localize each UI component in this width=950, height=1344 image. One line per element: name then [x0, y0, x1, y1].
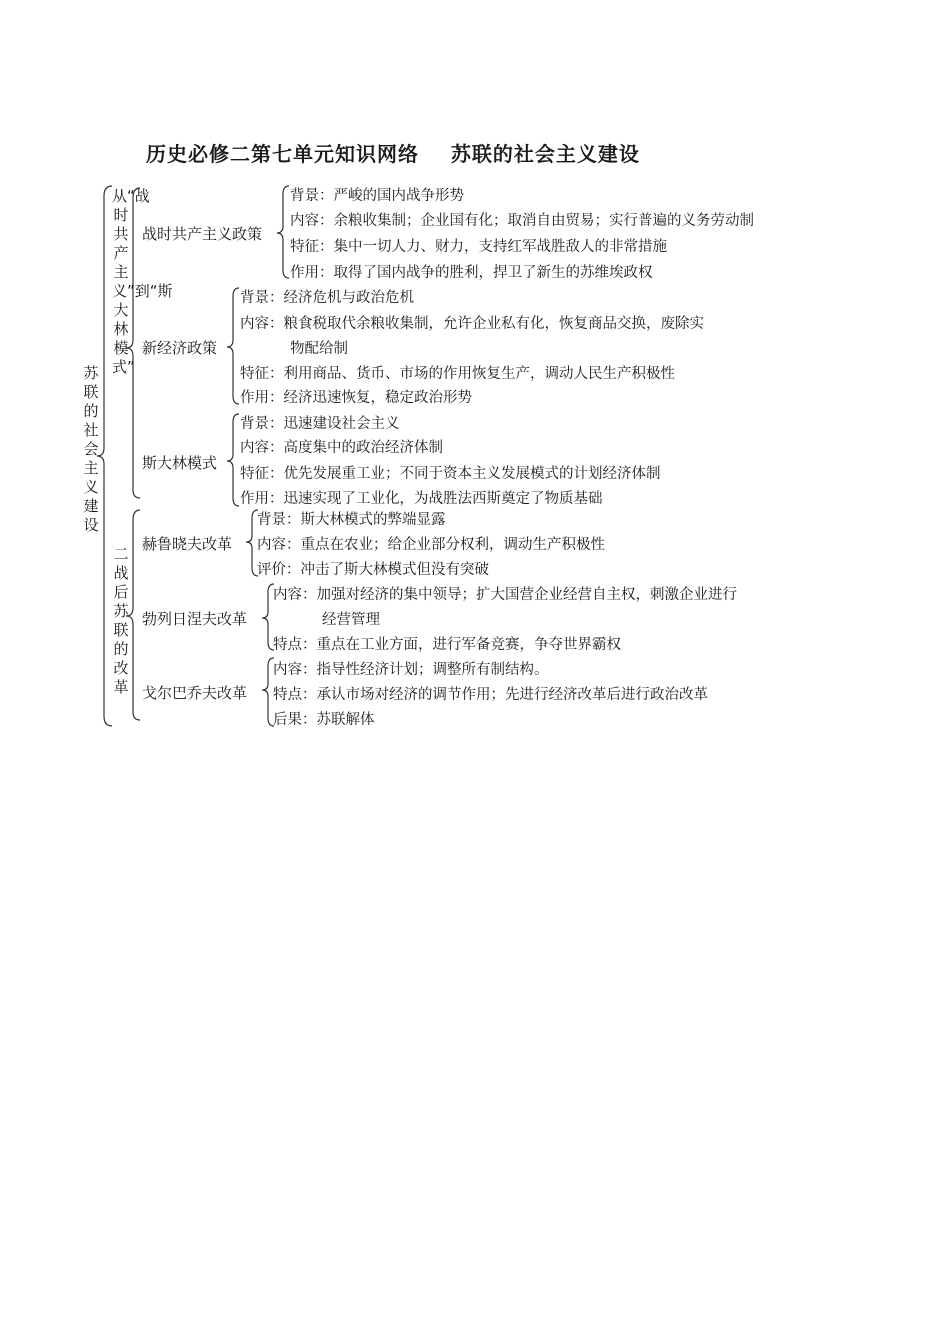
part1-label: 从“战时共产主义”到“斯大林模式”	[112, 187, 173, 376]
group-label-khrushchev: 赫鲁晓夫改革	[142, 535, 233, 553]
detail-line: 物配给制	[290, 341, 348, 357]
detail-line: 评价：冲击了斯大林模式但没有突破	[257, 562, 489, 578]
detail-line: 特征：优先发展重工业；不同于资本主义发展模式的计划经济体制	[240, 466, 661, 482]
detail-line: 特征：集中一切人力、财力，支持红军战胜敌人的非常措施	[290, 239, 667, 255]
group1-bracket	[277, 186, 289, 278]
group2-bracket	[227, 288, 239, 404]
detail-line: 背景：经济危机与政治危机	[240, 290, 414, 306]
detail-line: 作用：迅速实现了工业化，为战胜法西斯奠定了物质基础	[240, 491, 603, 507]
group3-bracket	[227, 414, 239, 506]
group-label-nep: 新经济政策	[142, 339, 218, 357]
detail-line: 内容：加强对经济的集中领导；扩大国营企业经营自主权，刺激企业进行	[273, 587, 737, 603]
part2-label: 二战后苏联的改革	[113, 545, 129, 696]
detail-line: 经营管理	[322, 612, 380, 628]
detail-line: 内容：粮食税取代余粮收集制，允许企业私有化，恢复商品交换，废除实	[240, 316, 704, 332]
detail-line: 内容：重点在农业；给企业部分权利，调动生产积极性	[257, 537, 605, 553]
group-label-war-communism: 战时共产主义政策	[142, 225, 263, 243]
detail-line: 作用：取得了国内战争的胜利，捍卫了新生的苏维埃政权	[290, 265, 653, 281]
group-label-gorbachev: 戈尔巴乔夫改革	[142, 684, 248, 702]
detail-line: 背景：严峻的国内战争形势	[290, 188, 464, 204]
detail-line: 内容：高度集中的政治经济体制	[240, 440, 443, 456]
detail-line: 特点：重点在工业方面，进行军备竞赛，争夺世界霸权	[273, 637, 621, 653]
detail-line: 背景：迅速建设社会主义	[240, 416, 400, 432]
group-label-stalin-model: 斯大林模式	[142, 454, 218, 472]
detail-line: 内容：指导性经济计划；调整所有制结构。	[273, 662, 549, 678]
page-title: 历史必修二第七单元知识网络 苏联的社会主义建设	[146, 142, 640, 166]
detail-line: 后果：苏联解体	[273, 712, 375, 728]
root-label: 苏联的社会主义建设	[83, 364, 99, 534]
group-label-brezhnev: 勃列日涅夫改革	[142, 610, 248, 628]
detail-line: 作用：经济迅速恢复，稳定政治形势	[240, 390, 472, 406]
detail-line: 特征：利用商品、货币、市场的作用恢复生产，调动人民生产积极性	[240, 366, 675, 382]
detail-line: 内容：余粮收集制；企业国有化；取消自由贸易；实行普遍的义务劳动制	[290, 213, 754, 229]
detail-line: 背景：斯大林模式的弊端显露	[257, 512, 446, 528]
detail-line: 特点：承认市场对经济的调节作用；先进行经济改革后进行政治改革	[273, 687, 708, 703]
